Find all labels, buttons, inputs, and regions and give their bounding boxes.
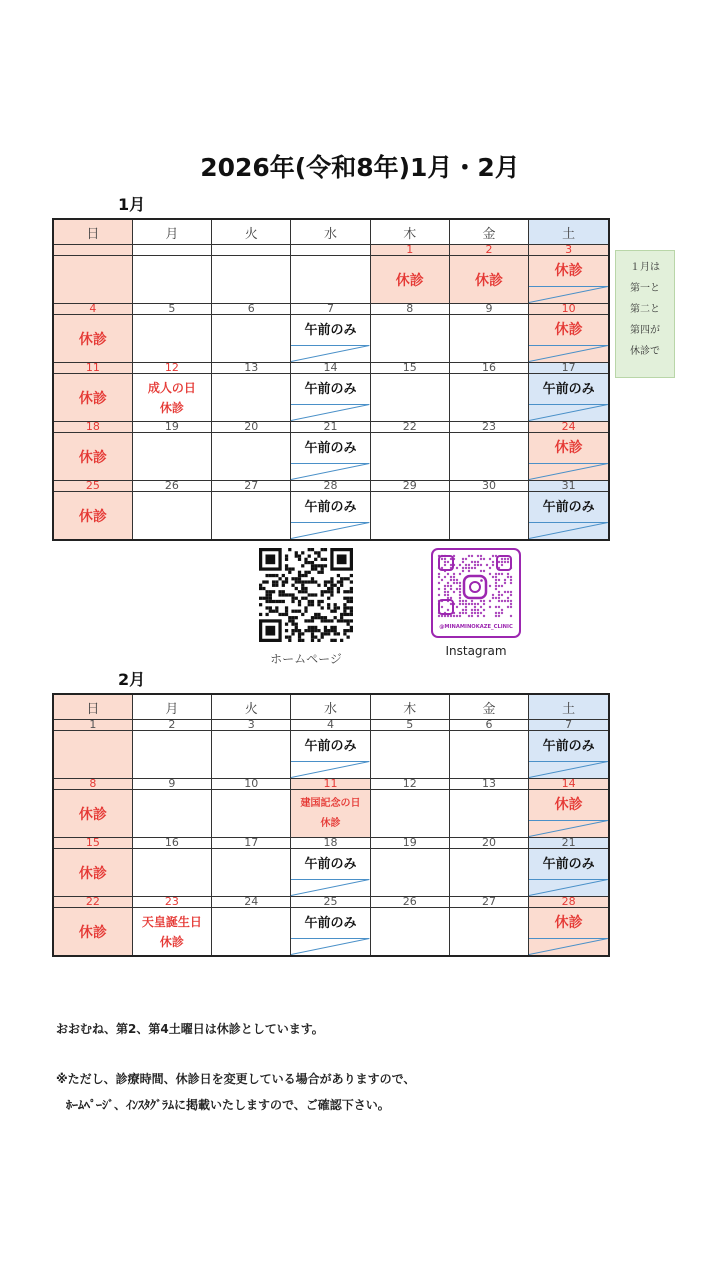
day-number: [132, 245, 211, 256]
day-number: 28: [291, 481, 370, 492]
day-number: 18: [291, 838, 370, 849]
day-number: 2: [449, 245, 528, 256]
weekday-header: 月: [132, 694, 211, 720]
closed-label: 休診: [78, 865, 107, 882]
closed-label: 休診: [78, 449, 107, 466]
day-cell: [212, 492, 291, 541]
closed-label: 休診: [78, 508, 107, 525]
afternoon-closed-slash: [291, 463, 369, 480]
morning-only-label: 午前のみ: [542, 739, 595, 754]
closed-label: 休診: [475, 272, 504, 289]
day-number: 17: [212, 838, 291, 849]
morning-only-label: 午前のみ: [304, 382, 357, 397]
day-number: 19: [370, 838, 449, 849]
day-number: 5: [370, 720, 449, 731]
weekday-header: 木: [370, 219, 449, 245]
day-number: 24: [212, 897, 291, 908]
weekday-header: 土: [529, 219, 609, 245]
day-cell: [212, 256, 291, 304]
afternoon-closed-slash: [291, 404, 369, 421]
day-number: 16: [449, 363, 528, 374]
day-cell: [53, 492, 132, 541]
weekday-header: 土: [529, 694, 609, 720]
holiday-name: 建国記念の日: [300, 797, 361, 809]
day-number: 27: [212, 481, 291, 492]
day-cell: [291, 433, 370, 481]
page-title: 2026年(令和8年)1月・2月: [200, 153, 520, 182]
morning-only-label: 午前のみ: [304, 739, 357, 754]
jan-month-label: 1月: [118, 195, 146, 214]
day-number: 12: [132, 363, 211, 374]
closed-label: 休診: [554, 915, 583, 931]
day-cell: [132, 849, 211, 897]
day-cell: [449, 492, 528, 541]
weekday-header: 水: [291, 219, 370, 245]
day-number: 13: [449, 779, 528, 790]
day-number: 2: [132, 720, 211, 731]
morning-only-label: 午前のみ: [304, 857, 357, 872]
closed-label: 休診: [78, 806, 107, 823]
day-number: 1: [53, 720, 132, 731]
day-number: 21: [291, 422, 370, 433]
footer-line-1: おおむね、第2、第4土曜日は休診としています。: [56, 1022, 324, 1036]
morning-only-label: 午前のみ: [304, 500, 357, 515]
footer-line-3: ﾎｰﾑﾍﾟｰｼﾞ、ｲﾝｽﾀｸﾞﾗﾑに掲載いたしますので、ご確認下さい。: [66, 1098, 390, 1112]
day-number: 8: [53, 779, 132, 790]
day-cell: [212, 315, 291, 363]
day-number: [291, 245, 370, 256]
day-cell: [53, 731, 132, 779]
day-number: 13: [212, 363, 291, 374]
day-number: 20: [212, 422, 291, 433]
morning-only-label: 午前のみ: [304, 441, 357, 456]
day-number: 8: [370, 304, 449, 315]
closed-label: 休診: [320, 817, 341, 829]
day-number: 12: [370, 779, 449, 790]
day-number: 15: [370, 363, 449, 374]
instagram-handle: @MINAMINOKAZE_CLINIC: [439, 624, 513, 630]
day-cell: [370, 492, 449, 541]
day-cell: [370, 731, 449, 779]
afternoon-closed-slash: [529, 345, 608, 362]
day-number: 7: [529, 720, 609, 731]
day-number: 22: [370, 422, 449, 433]
instagram-qr-caption: Instagram: [445, 644, 507, 658]
jan-calendar: [52, 218, 610, 541]
day-cell: [370, 374, 449, 422]
day-cell: [53, 315, 132, 363]
day-cell: [529, 492, 609, 541]
day-number: 14: [291, 363, 370, 374]
closed-label: 休診: [554, 797, 583, 813]
day-cell: [212, 731, 291, 779]
day-number: 4: [53, 304, 132, 315]
day-cell: [291, 790, 370, 838]
day-number: 26: [132, 481, 211, 492]
day-cell: [449, 433, 528, 481]
day-number: 10: [212, 779, 291, 790]
day-cell: [53, 256, 132, 304]
day-cell: [291, 731, 370, 779]
day-number: 20: [449, 838, 528, 849]
weekday-header: 火: [212, 694, 291, 720]
day-number: 19: [132, 422, 211, 433]
closed-label: 休診: [554, 322, 583, 338]
weekday-header: 日: [53, 694, 132, 720]
day-cell: [53, 790, 132, 838]
weekday-header: 木: [370, 694, 449, 720]
day-number: 11: [53, 363, 132, 374]
day-number: 10: [529, 304, 609, 315]
day-number: 3: [212, 720, 291, 731]
day-cell: [449, 374, 528, 422]
homepage-qr-block[interactable]: [258, 548, 354, 667]
day-cell: [132, 433, 211, 481]
day-number: 9: [132, 779, 211, 790]
day-cell: [132, 908, 211, 957]
day-cell: [53, 849, 132, 897]
day-number: 7: [291, 304, 370, 315]
side-note-line: 第二と: [630, 304, 660, 315]
day-cell: [370, 790, 449, 838]
day-cell: [132, 492, 211, 541]
day-number: [53, 245, 132, 256]
day-number: 1: [370, 245, 449, 256]
afternoon-closed-slash: [529, 879, 608, 896]
day-cell: [291, 492, 370, 541]
weekday-header: 水: [291, 694, 370, 720]
day-number: 4: [291, 720, 370, 731]
day-cell: [449, 256, 528, 304]
day-cell: [529, 849, 609, 897]
footer-line-2: ※ただし、診療時間、休診日を変更している場合がありますので、: [56, 1072, 416, 1086]
day-number: 28: [529, 897, 609, 908]
morning-only-label: 午前のみ: [304, 916, 357, 931]
day-cell: [212, 433, 291, 481]
day-number: 22: [53, 897, 132, 908]
afternoon-closed-slash: [291, 761, 369, 778]
day-cell: [53, 374, 132, 422]
morning-only-label: 午前のみ: [542, 500, 595, 515]
day-cell: [529, 374, 609, 422]
day-number: 21: [529, 838, 609, 849]
day-cell: [449, 790, 528, 838]
holiday-name: 天皇誕生日: [141, 914, 202, 929]
day-cell: [370, 849, 449, 897]
day-cell: [370, 908, 449, 957]
day-number: 30: [449, 481, 528, 492]
day-cell: [53, 433, 132, 481]
day-number: 6: [212, 304, 291, 315]
day-cell: [449, 849, 528, 897]
afternoon-closed-slash: [291, 345, 369, 362]
day-number: 17: [529, 363, 609, 374]
side-note-line: 第四が: [630, 325, 660, 336]
afternoon-closed-slash: [291, 522, 369, 539]
day-number: 25: [53, 481, 132, 492]
day-cell: [370, 433, 449, 481]
day-number: 16: [132, 838, 211, 849]
day-cell: [529, 908, 609, 957]
side-note-line: 第一と: [630, 283, 660, 294]
feb-month-label: 2月: [118, 670, 146, 689]
day-cell: [212, 790, 291, 838]
afternoon-closed-slash: [529, 820, 608, 837]
morning-only-label: 午前のみ: [542, 382, 595, 397]
closed-label: 休診: [395, 272, 424, 289]
day-number: 24: [529, 422, 609, 433]
day-cell: [132, 256, 211, 304]
side-note-line: 休診で: [630, 346, 660, 357]
day-number: 18: [53, 422, 132, 433]
day-number: 14: [529, 779, 609, 790]
afternoon-closed-slash: [529, 463, 608, 480]
side-note-line: １月は: [630, 262, 660, 273]
day-cell: [291, 256, 370, 304]
day-cell: [132, 731, 211, 779]
day-number: 11: [291, 779, 370, 790]
feb-calendar: [52, 693, 610, 957]
day-number: 25: [291, 897, 370, 908]
day-number: 26: [370, 897, 449, 908]
day-cell: [212, 908, 291, 957]
day-cell: [212, 374, 291, 422]
weekday-header: 火: [212, 219, 291, 245]
afternoon-closed-slash: [529, 404, 608, 421]
holiday-name: 成人の日: [147, 380, 196, 395]
homepage-qr-icon[interactable]: [259, 548, 353, 642]
day-number: 9: [449, 304, 528, 315]
day-number: 6: [449, 720, 528, 731]
weekday-header: 日: [53, 219, 132, 245]
day-cell: [529, 731, 609, 779]
day-cell: [449, 908, 528, 957]
day-number: 3: [529, 245, 609, 256]
day-cell: [291, 315, 370, 363]
day-cell: [449, 731, 528, 779]
day-cell: [529, 315, 609, 363]
weekday-header: 金: [449, 694, 528, 720]
weekday-header: 金: [449, 219, 528, 245]
day-cell: [291, 374, 370, 422]
day-number: 23: [449, 422, 528, 433]
day-cell: [291, 908, 370, 957]
side-note: [615, 250, 675, 378]
closed-label: 休診: [554, 440, 583, 456]
day-cell: [529, 790, 609, 838]
day-cell: [291, 849, 370, 897]
closed-label: 休診: [78, 924, 107, 941]
day-cell: [370, 315, 449, 363]
afternoon-closed-slash: [529, 522, 608, 539]
afternoon-closed-slash: [529, 761, 608, 778]
day-number: 15: [53, 838, 132, 849]
instagram-qr-icon[interactable]: [431, 548, 521, 638]
afternoon-closed-slash: [291, 938, 369, 955]
day-cell: [132, 790, 211, 838]
day-number: 31: [529, 481, 609, 492]
closed-label: 休診: [159, 934, 184, 949]
day-number: 5: [132, 304, 211, 315]
day-cell: [132, 374, 211, 422]
day-cell: [53, 908, 132, 957]
day-cell: [529, 256, 609, 304]
day-cell: [212, 849, 291, 897]
weekday-header: 月: [132, 219, 211, 245]
closed-label: 休診: [554, 263, 583, 279]
day-number: 29: [370, 481, 449, 492]
closed-label: 休診: [78, 331, 107, 348]
afternoon-closed-slash: [529, 938, 608, 955]
closed-label: 休診: [78, 390, 107, 407]
afternoon-closed-slash: [529, 286, 608, 303]
day-number: 27: [449, 897, 528, 908]
afternoon-closed-slash: [291, 879, 369, 896]
morning-only-label: 午前のみ: [542, 857, 595, 872]
day-number: 23: [132, 897, 211, 908]
closed-label: 休診: [159, 400, 184, 415]
homepage-qr-caption: ホームページ: [270, 652, 342, 666]
day-number: [212, 245, 291, 256]
day-cell: [449, 315, 528, 363]
instagram-qr-block[interactable]: [430, 548, 522, 658]
morning-only-label: 午前のみ: [304, 323, 357, 338]
day-cell: [370, 256, 449, 304]
day-cell: [132, 315, 211, 363]
day-cell: [529, 433, 609, 481]
